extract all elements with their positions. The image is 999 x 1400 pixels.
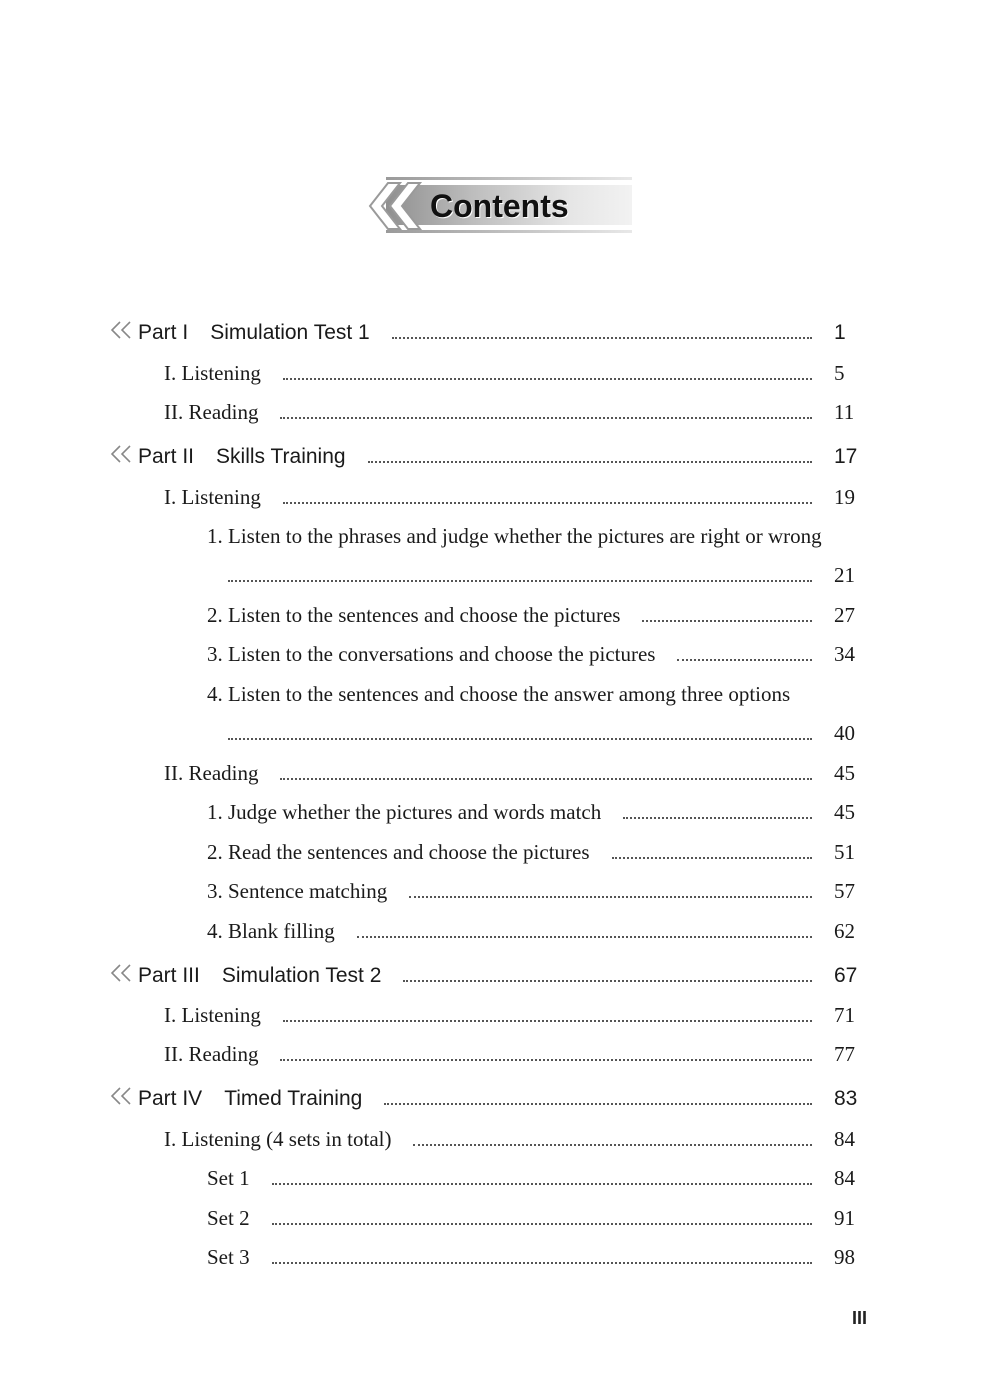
toc-section-row[interactable]: [164, 760, 862, 786]
dot-leader: [283, 1020, 812, 1022]
toc-subsection-continuation[interactable]: [228, 720, 862, 746]
page-number: 98: [834, 1245, 855, 1269]
page-title: Contents: [430, 188, 569, 224]
toc-subsection-row[interactable]: [207, 839, 862, 865]
subsection-title: 4. Blank filling: [207, 919, 335, 943]
part-number: Part III: [138, 964, 200, 987]
double-chevron-left-icon: [366, 177, 436, 235]
page-number: 11: [834, 400, 855, 424]
toc-section-row[interactable]: [164, 360, 862, 386]
dot-leader: [642, 620, 812, 622]
page-number: 45: [834, 761, 855, 785]
part-number: Part I: [138, 321, 189, 344]
section-title: I. Listening: [164, 361, 261, 385]
double-chevron-left-icon: [110, 445, 134, 463]
dot-leader: [612, 857, 812, 859]
toc-subsection-row[interactable]: [207, 681, 887, 707]
dot-leader: [413, 1144, 812, 1146]
part-title: Simulation Test 1: [210, 321, 370, 344]
dot-leader: [623, 817, 812, 819]
toc-section-row[interactable]: [164, 1041, 862, 1067]
part-number: Part II: [138, 445, 195, 468]
toc-section-row[interactable]: [164, 484, 862, 510]
page-number: 62: [834, 919, 855, 943]
subsection-title: 2. Listen to the sentences and choose the pictures: [207, 603, 621, 627]
page-number: 83: [834, 1087, 858, 1110]
toc-subsection-row[interactable]: [207, 799, 862, 825]
part-title: Timed Training: [224, 1087, 363, 1110]
toc-part-row[interactable]: [110, 320, 862, 346]
section-title: II. Reading: [164, 400, 259, 424]
toc-subsection-row[interactable]: [207, 878, 862, 904]
dot-leader: [283, 502, 812, 504]
subsection-title: Set 3: [207, 1245, 250, 1269]
page-number: 1: [834, 321, 846, 344]
toc-subsection-continuation[interactable]: [228, 562, 862, 588]
double-chevron-left-icon: [110, 964, 134, 982]
dot-leader: [280, 1059, 812, 1061]
dot-leader: [283, 378, 812, 380]
toc-part-row[interactable]: [110, 1086, 862, 1112]
toc-subsection-row[interactable]: [207, 1244, 862, 1270]
page-number: 34: [834, 642, 855, 666]
dot-leader: [368, 461, 812, 463]
toc-section-row[interactable]: [164, 399, 862, 425]
subsection-title: 3. Listen to the conversations and choose the pictures: [207, 642, 656, 666]
toc-subsection-row[interactable]: [207, 523, 887, 549]
page-number: 77: [834, 1042, 855, 1066]
dot-leader: [228, 580, 812, 582]
toc-part-row[interactable]: [110, 444, 862, 470]
dot-leader: [272, 1262, 812, 1264]
section-title: II. Reading: [164, 1042, 259, 1066]
dot-leader: [272, 1223, 812, 1225]
part-title: Simulation Test 2: [221, 964, 382, 987]
page-number: 19: [834, 485, 855, 509]
toc-section-row[interactable]: [164, 1126, 862, 1152]
toc-subsection-row[interactable]: [207, 1165, 862, 1191]
page-number: 21: [834, 563, 855, 587]
page-folio: III: [852, 1308, 868, 1328]
dot-leader: [392, 337, 812, 339]
page-number: 84: [834, 1166, 855, 1190]
subsection-title: 1. Listen to the phrases and judge whether the pictures are right or wrong: [207, 524, 822, 548]
subsection-title: Set 2: [207, 1206, 250, 1230]
page-number: 67: [834, 964, 858, 987]
page-number: 27: [834, 603, 855, 627]
dot-leader: [272, 1183, 812, 1185]
subsection-title: 4. Listen to the sentences and choose the answer among three options: [207, 682, 791, 706]
dot-leader: [357, 936, 812, 938]
page-number: 17: [834, 445, 858, 468]
subsection-title: Set 1: [207, 1166, 250, 1190]
page-number: 91: [834, 1206, 855, 1230]
subsection-title: 3. Sentence matching: [207, 879, 388, 903]
page-number: 71: [834, 1003, 855, 1027]
double-chevron-left-icon: [110, 1087, 134, 1105]
page-number: 57: [834, 879, 855, 903]
toc-subsection-row[interactable]: [207, 602, 862, 628]
dot-leader: [409, 896, 812, 898]
dot-leader: [280, 778, 812, 780]
dot-leader: [403, 980, 812, 982]
double-chevron-left-icon: [110, 321, 134, 339]
part-title: Skills Training: [216, 445, 346, 468]
dot-leader: [384, 1103, 812, 1105]
dot-leader: [280, 417, 812, 419]
part-number: Part IV: [138, 1087, 203, 1110]
section-title: I. Listening: [164, 1003, 261, 1027]
toc-subsection-row[interactable]: [207, 1205, 862, 1231]
toc-section-row[interactable]: [164, 1002, 862, 1028]
toc-subsection-row[interactable]: [207, 918, 862, 944]
page-number: 51: [834, 840, 855, 864]
contents-banner: [366, 177, 632, 235]
page-number: 45: [834, 800, 855, 824]
page-number: 5: [834, 361, 845, 385]
dot-leader: [228, 738, 812, 740]
dot-leader: [677, 659, 812, 661]
page-number: 84: [834, 1127, 855, 1151]
subsection-title: 1. Judge whether the pictures and words match: [207, 800, 602, 824]
section-title: II. Reading: [164, 761, 259, 785]
section-title: I. Listening (4 sets in total): [164, 1127, 392, 1151]
toc-subsection-row[interactable]: [207, 641, 862, 667]
page-number: 40: [834, 721, 855, 745]
subsection-title: 2. Read the sentences and choose the pictures: [207, 840, 590, 864]
section-title: I. Listening: [164, 485, 261, 509]
toc-part-row[interactable]: [110, 963, 862, 989]
